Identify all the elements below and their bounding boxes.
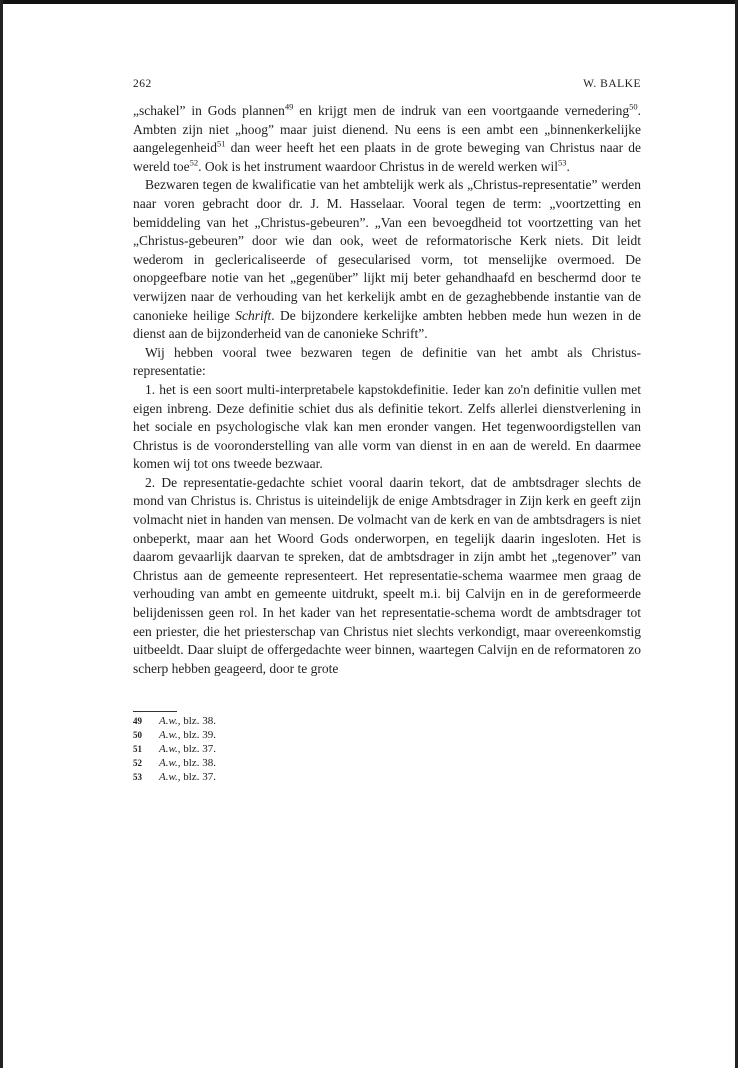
footnote-page: blz. 38.	[180, 756, 216, 769]
page-number: 262	[133, 78, 152, 90]
paragraph	[133, 344, 641, 381]
footnote-text	[159, 743, 216, 757]
text-run: 1. het is een soort multi-interpretabele kapstokdefinitie. Ieder kan zo'n definitie vullen met eigen inbreng. Deze definitie schiet dus als definitie tekort. Zelfs allerlei dienstverlening in het sociale en psychologische vlak kan men eronder vangen. Het tegenwoordigstellen van Christus is de vooronderstelling van alle vorm van dienst in en aan de wereld. En daarmee komen wij tot ons tweede bezwaar.	[133, 381, 641, 472]
footnote-number: 51	[133, 744, 142, 754]
footnote-text	[159, 715, 216, 729]
scan-border-left	[0, 0, 3, 1068]
paragraph	[133, 102, 641, 176]
footnote-source: A.w.,	[159, 770, 181, 783]
footnote-rule	[133, 711, 177, 712]
footnote	[133, 729, 641, 743]
text-run: dan weer heeft het een plaats in de grote beweging van Christus naar de wereld toe	[133, 140, 641, 174]
running-head	[133, 78, 641, 90]
footnote-source: A.w.,	[159, 729, 181, 742]
footnote-text	[159, 771, 216, 785]
running-title: W. BALKE	[583, 78, 641, 90]
footnote-page: blz. 39.	[180, 729, 216, 742]
footnote	[133, 757, 641, 771]
footnote-source: A.w.,	[159, 715, 181, 728]
footnote-ref: 50	[629, 101, 638, 112]
footnote-source: A.w.,	[159, 756, 181, 769]
text-run: en krijgt men de indruk van een voortgaande vernedering	[293, 103, 630, 118]
text-run: „schakel” in Gods plannen	[133, 103, 285, 118]
footnote-page: blz. 37.	[180, 743, 216, 755]
paragraph	[133, 474, 641, 679]
text-run: . De bijzondere kerkelijke ambten hebben mede hun wezen in de dienst aan de bijzonderheid van de canonieke Schrift”.	[133, 307, 641, 342]
footnote-text	[159, 729, 216, 743]
scan-border-top	[0, 0, 738, 4]
footnote-ref: 49	[284, 101, 294, 112]
paragraph	[133, 176, 641, 343]
text-run: .	[566, 158, 570, 174]
text-run: Bezwaren tegen de kwalificatie van het ambtelijk werk als „Christus-representatie” werden naar voren gebracht door dr. J. M. Hasselaar. Vooral tegen de term: „voortzetting en bemiddeling van het „Christus-gebeuren”. „Van een bevoegdheid tot voortzetting van het „Christus-gebeuren” door wie dan ook, weet de reformatorische Kerk niets. Dit leidt wederom in geclericaliseerde of gesecularised vorm, tot menselijke overmoed. De onopgeefbare notie van het „gegenüber” lijkt mij beter gehandhaafd en beschermd door te verwijzen naar de verhouding van het kerkelijk ambt en de gezaghebbende instantie van de canonieke heilige	[133, 177, 641, 323]
footnote-number: 50	[133, 730, 142, 741]
footnote	[133, 743, 641, 757]
footnote-page: blz. 38.	[180, 715, 216, 728]
footnote-text	[159, 757, 216, 771]
footnote-ref: 52	[189, 157, 199, 168]
footnote-number: 52	[133, 757, 142, 768]
text-run: Wij hebben vooral twee bezwaren tegen de definitie van het ambt als Christus-representatie:	[133, 344, 641, 379]
text-run: . Ook is het instrument waardoor Christus in de wereld werken wil	[198, 158, 559, 174]
footnote-number: 49	[133, 716, 142, 727]
footnote-source: A.w.,	[159, 743, 181, 755]
body-text	[133, 102, 641, 678]
footnote-ref: 51	[216, 138, 226, 149]
footnote	[133, 771, 641, 785]
text-run: . Ambten zijn niet „hoog” maar juist dienend. Nu eens is een ambt een „binnenkerkelijke aangelegenheid	[133, 103, 642, 156]
footnote	[133, 715, 641, 729]
text-run: 2. De representatie-gedachte schiet vooral daarin tekort, dat de ambtsdrager slechts de mond van Christus is. Christus is uiteindelijk de enige Ambtsdrager in Zijn kerk en geeft zijn volmacht niet in handen van mensen. De volmacht van de kerk en van de ambtsdragers is niet onbeperkt, maar aan het Woord Gods onderworpen, en tegelijk daarin ingesloten. Het is daarom gevaarlijk daarvan te spreken, dat de ambtsdrager in zijn ambt het „tegenover” van Christus aan de gemeente representeert. Het representatie-schema waarmee men graag de verhouding van ambt en gemeente uitdrukt, speelt m.i. bij Calvijn en in de gereformeerde belijdenissen geen rol. In het kader van het representatie-schema wordt de ambtsdrager tot een priester, die het priesterschap van Christus niet slechts verkondigt, maar overeenkomstig uitbeeldt. Daar sluipt de offergedachte weer binnen, waartegen Calvijn en de reformatoren zo scherp hebben geageerd, door te grote	[133, 474, 641, 676]
footnote-page: blz. 37.	[180, 770, 216, 783]
footnote-ref: 53	[558, 157, 567, 168]
emphasis-text: Schrift	[235, 307, 272, 323]
footnotes	[133, 715, 641, 784]
paragraph	[133, 381, 641, 474]
footnote-number: 53	[133, 771, 142, 782]
book-page	[133, 78, 641, 784]
